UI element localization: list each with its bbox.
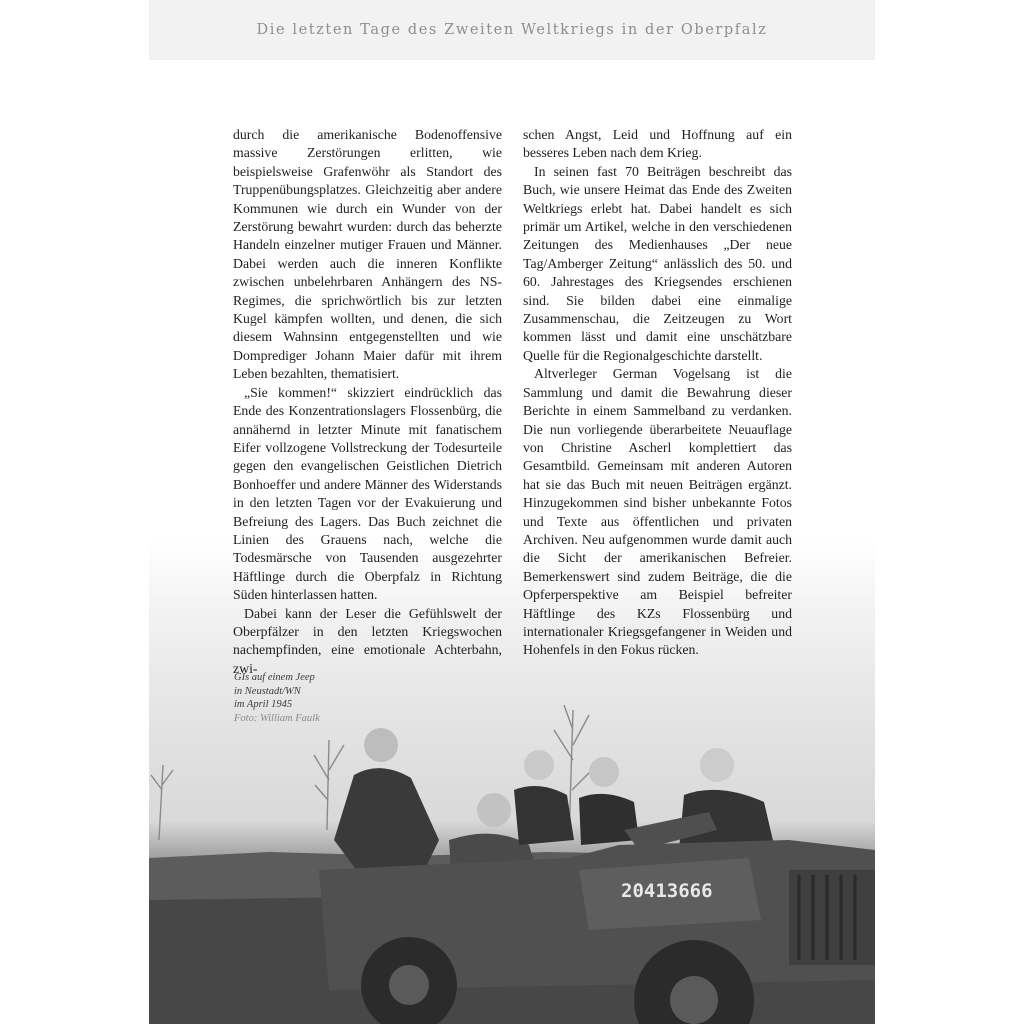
running-header: [149, 0, 875, 60]
text-columns: [233, 126, 793, 676]
jeep-serial-number: 20413666: [621, 880, 713, 902]
paragraph: Altverleger German Vogelsang ist die Sammlung und damit die Bewahrung dieser Berichte in einem Sammelband zu verdanken. Die nun vorliegende überarbeitete Neuauflage von Christine Ascherl komplettiert das Gesamtbild. Gemeinsam mit anderen Autoren hat sie das Buch mit neuen Beiträgen ergänzt. Hinzugekommen sind bisher unbekannte Fotos und Texte aus öffentlichen und privaten Archiven. Neu aufgenommen wurde damit auch die Sicht der amerikanischen Befreier. Bemerkenswert sind zudem Beiträge, die die Opferperspektive am Beispiel befreiter Häftlinge des KZs Flossenbürg und internationaler Kriegsgefangener in Weiden und Hohenfels in den Fokus rücken.: [523, 366, 792, 658]
photo-caption: [234, 671, 354, 725]
paragraph: „Sie kommen!“ skizziert eindrücklich das Ende des Konzentrationslagers Flossenbürg, die annähernd in letzter Minute mit fanatischem Eifer vollzogene Vollstreckung der Todesurteile gegen den evangelischen Geistlichen Dietrich Bonhoeffer und andere Männer des Widerstands in den letzten Tagen vor der Evakuierung und Befreiung des Lagers. Das Buch zeichnet die Linien des Grauens nach, welche die Todesmärsche von Tausenden ausgezehrter Häftlinge durch die Oberpfalz in Richtung Süden hinterlassen hatten.: [233, 384, 502, 603]
right-column: [523, 126, 792, 660]
photo-credit: Foto: William Faulk: [234, 712, 320, 724]
caption-line: in Neustadt/WN: [234, 685, 301, 697]
paragraph: schen Angst, Leid und Hoffnung auf ein besseres Leben nach dem Krieg.: [523, 127, 792, 161]
caption-line: im April 1945: [234, 699, 293, 710]
paragraph: durch die amerikanische Bodenoffensive massive Zerstörungen erlitten, wie beispielsweise Grafenwöhr als Standort des Truppenübungsplatzes. Gleichzeitig aber andere Kommunen wie durch ein Wunder von der Zerstörung bewahrt wurden: durch das beherzte Handeln einzelner mutiger Frauen und Männer. Dabei werden auch die inneren Konflikte zwischen unbelehrbaren Anhängern des NS-Regimes, die sprichwörtlich bis zur letzten Kugel kämpfen wollten, und denen, die sich diesem Wahnsinn entgegenstellten und wie Domprediger Johann Maier dafür mit ihrem Leben bezahlten, thematisiert.: [233, 127, 502, 382]
paragraph: In seinen fast 70 Beiträgen beschreibt das Buch, wie unsere Heimat das Ende des Zweiten Weltkriegs erlebt hat. Dabei handelt es sich primär um Artikel, welche in den verschiedenen Zeitungen des Medienhauses „Der neue Tag/Amberger Zeitung“ anlässlich des 50. und 60. Jahrestages des Kriegsendes erschienen sind. Sie bilden dabei eine einmalige Zusammenschau, die Zeitzeugen zu Wort kommen lässt und damit eine unschätzbare Quelle für die Regionalgeschichte darstellt.: [523, 163, 792, 363]
caption-line: GIs auf einem Jeep: [234, 672, 315, 683]
paragraph: Dabei kann der Leser die Gefühlswelt der Oberpfälzer in den letzten Kriegswochen nachempfinden, eine emotionale Achterbahn, zwi-: [233, 605, 502, 676]
left-column: [233, 126, 502, 678]
book-page: [149, 0, 875, 1024]
running-header-title: Die letzten Tage des Zweiten Weltkriegs in der Oberpfalz: [256, 22, 768, 38]
